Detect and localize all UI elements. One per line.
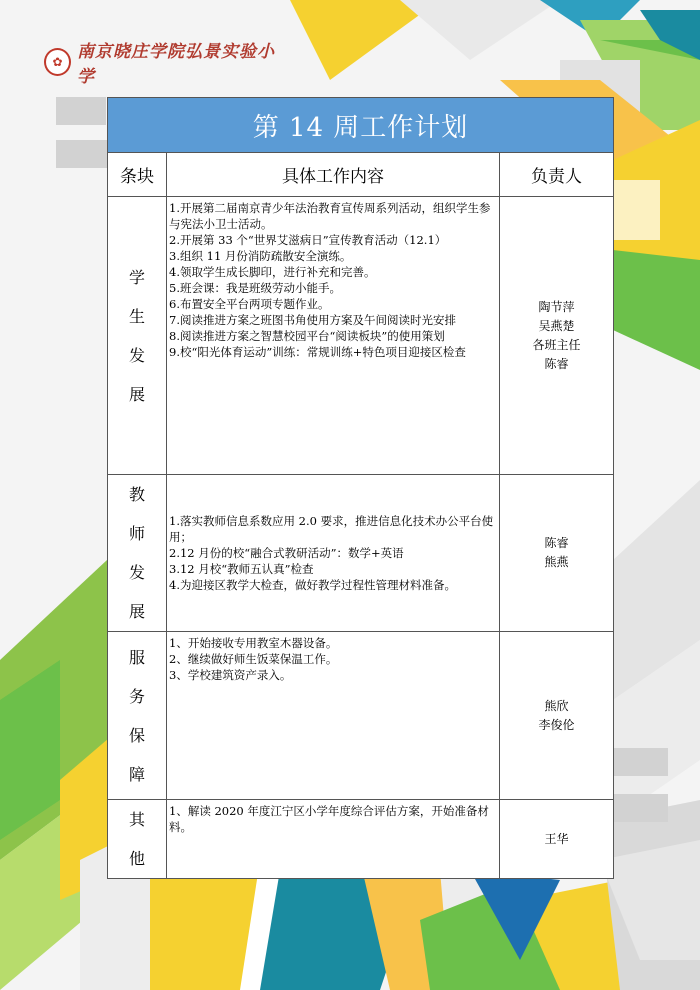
work-item: 1.开展第二届南京青少年法治教育宣传周系列活动，组织学生参与宪法小卫士活动。 xyxy=(169,201,491,231)
row-content xyxy=(167,475,500,632)
work-plan-table xyxy=(107,97,614,879)
work-item: 3.12 月校“教师五认真”检查 xyxy=(169,562,314,576)
owner-name: 李俊伦 xyxy=(538,717,575,732)
owner-name: 各班主任 xyxy=(532,337,581,352)
owner-name: 吴燕楚 xyxy=(538,318,575,333)
row-content xyxy=(167,632,500,800)
work-item: 6.布置安全平台两项专题作业。 xyxy=(169,297,330,311)
category-char: 发 xyxy=(128,345,145,365)
work-item: 1、解读 2020 年度江宁区小学年度综合评估方案，开始准备材料。 xyxy=(169,804,489,834)
work-item: 3.组织 11 月份消防疏散安全演练。 xyxy=(169,249,352,263)
row-category xyxy=(108,800,167,879)
owner-name: 熊燕 xyxy=(544,555,569,569)
category-char: 教 xyxy=(128,485,145,504)
header-content: 具体工作内容 xyxy=(167,153,500,197)
category-char: 师 xyxy=(128,524,145,543)
table-row xyxy=(108,475,614,632)
row-owner xyxy=(500,197,614,475)
school-logo xyxy=(44,42,284,87)
work-item: 5.班会课：我是班级劳动小能手。 xyxy=(169,281,341,295)
work-item: 8.阅读推进方案之智慧校园平台“阅读板块”的使用策划 xyxy=(169,329,445,343)
category-char: 其 xyxy=(128,810,145,829)
work-item: 2.开展第 33 个“世界艾滋病日”宣传教育活动（12.1） xyxy=(169,233,447,247)
work-item: 3、学校建筑资产录入。 xyxy=(169,668,292,682)
school-name: 南京晓庄学院弘景实验小学 xyxy=(77,42,275,87)
table-row xyxy=(108,800,614,879)
category-char: 展 xyxy=(128,602,145,621)
category-char: 保 xyxy=(128,725,145,745)
owner-name: 陈睿 xyxy=(544,356,569,371)
owner-name: 陈睿 xyxy=(544,536,569,550)
row-category xyxy=(108,475,167,632)
category-char: 生 xyxy=(128,306,145,326)
owner-name: 王华 xyxy=(544,831,569,846)
category-char: 务 xyxy=(128,686,145,706)
row-category xyxy=(108,632,167,800)
row-content xyxy=(167,800,500,879)
header-owner: 负责人 xyxy=(500,153,614,197)
row-owner xyxy=(500,632,614,800)
category-char: 发 xyxy=(128,563,145,582)
category-char: 服 xyxy=(128,647,145,667)
work-item: 9.校“阳光体育运动”训练：常规训练+特色项目迎接区检查 xyxy=(169,345,466,359)
header-category: 条块 xyxy=(108,153,167,197)
row-category xyxy=(108,197,167,475)
table-row xyxy=(108,197,614,475)
work-item: 2.12 月份的校“融合式教研活动”：数学+英语 xyxy=(169,546,404,560)
school-seal-icon: ✿ xyxy=(44,48,71,76)
category-char: 障 xyxy=(128,764,145,784)
page-title: 第 14 周工作计划 xyxy=(108,98,614,153)
work-item: 7.阅读推进方案之班图书角使用方案及午间阅读时光安排 xyxy=(169,313,456,327)
row-content xyxy=(167,197,500,475)
gray-band xyxy=(56,97,106,125)
category-char: 学 xyxy=(128,267,145,287)
work-item: 4.领取学生成长脚印，进行补充和完善。 xyxy=(169,265,376,279)
row-owner xyxy=(500,800,614,879)
work-item: 2、继续做好师生饭菜保温工作。 xyxy=(169,652,338,666)
row-owner xyxy=(500,475,614,632)
owner-name: 熊欣 xyxy=(544,698,569,713)
work-item: 1.落实教师信息系数应用 2.0 要求，推进信息化技术办公平台使用； xyxy=(169,514,494,544)
category-char: 他 xyxy=(128,849,145,868)
table-row xyxy=(108,632,614,800)
work-item: 1、开始接收专用教室木器设备。 xyxy=(169,636,338,650)
owner-name: 陶节萍 xyxy=(538,299,575,314)
work-item: 4.为迎接区教学大检查，做好教学过程性管理材料准备。 xyxy=(169,578,456,592)
category-char: 展 xyxy=(128,384,145,404)
